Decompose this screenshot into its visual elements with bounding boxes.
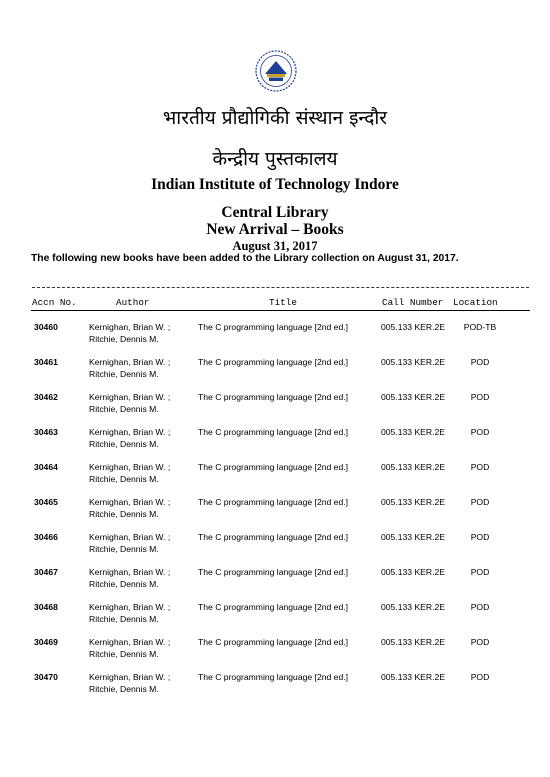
author-line: Kernighan, Brian W. ; [89, 322, 171, 332]
author-line: Kernighan, Brian W. ; [89, 427, 171, 437]
author-line: Ritchie, Dennis M. [89, 369, 159, 379]
book-title: The C programming language [2nd ed.] [198, 602, 349, 612]
institute-logo-icon [255, 50, 297, 92]
accn-number: 30464 [34, 462, 58, 472]
book-title: The C programming language [2nd ed.] [198, 462, 349, 472]
call-number: 005.133 KER.2E [381, 672, 446, 682]
author-line: Kernighan, Brian W. ; [89, 462, 171, 472]
intro-text: The following new books have been added to the Library collection on August 31, 2017. [31, 253, 459, 264]
author-line: Ritchie, Dennis M. [89, 579, 159, 589]
author-line: Ritchie, Dennis M. [89, 649, 159, 659]
table-row [0, 462, 550, 492]
location: POD [470, 497, 490, 507]
table-row [0, 567, 550, 597]
list-title: New Arrival – Books [206, 221, 344, 238]
column-header-accn: Accn No. [32, 297, 77, 308]
book-title: The C programming language [2nd ed.] [198, 567, 349, 577]
call-number: 005.133 KER.2E [381, 357, 446, 367]
table-row [0, 672, 550, 702]
location: POD [470, 602, 490, 612]
column-header-call-number: Call Number [382, 297, 444, 308]
call-number: 005.133 KER.2E [381, 392, 446, 402]
table-row [0, 602, 550, 632]
book-title: The C programming language [2nd ed.] [198, 357, 349, 367]
location: POD [470, 637, 490, 647]
author-line: Kernighan, Brian W. ; [89, 497, 171, 507]
accn-number: 30460 [34, 322, 58, 332]
table-row [0, 322, 550, 352]
location: POD [470, 427, 490, 437]
call-number: 005.133 KER.2E [381, 602, 446, 612]
author-line: Kernighan, Brian W. ; [89, 567, 171, 577]
author-line: Ritchie, Dennis M. [89, 544, 159, 554]
dashed-divider [32, 287, 529, 288]
book-title: The C programming language [2nd ed.] [198, 392, 349, 402]
accn-number: 30461 [34, 357, 58, 367]
location: POD [470, 567, 490, 577]
location: POD [470, 357, 490, 367]
location: POD [470, 392, 490, 402]
book-title: The C programming language [2nd ed.] [198, 427, 349, 437]
list-date: August 31, 2017 [232, 239, 318, 253]
location: POD [470, 672, 490, 682]
book-title: The C programming language [2nd ed.] [198, 672, 349, 682]
library-name: Central Library [221, 204, 329, 221]
institute-logo [255, 50, 297, 92]
book-title: The C programming language [2nd ed.] [198, 497, 349, 507]
author-line: Kernighan, Brian W. ; [89, 392, 171, 402]
accn-number: 30466 [34, 532, 58, 542]
accn-number: 30468 [34, 602, 58, 612]
location: POD-TB [463, 322, 497, 332]
call-number: 005.133 KER.2E [381, 637, 446, 647]
author-line: Kernighan, Brian W. ; [89, 637, 171, 647]
header-rule [31, 310, 530, 311]
table-row [0, 532, 550, 562]
column-header-location: Location [453, 297, 498, 308]
table-row [0, 357, 550, 387]
institute-name: Indian Institute of Technology Indore [151, 176, 399, 193]
accn-number: 30470 [34, 672, 58, 682]
accn-number: 30467 [34, 567, 58, 577]
book-title: The C programming language [2nd ed.] [198, 637, 349, 647]
accn-number: 30463 [34, 427, 58, 437]
author-line: Ritchie, Dennis M. [89, 334, 159, 344]
author-line: Kernighan, Brian W. ; [89, 672, 171, 682]
column-header-title: Title [269, 297, 297, 308]
call-number: 005.133 KER.2E [381, 497, 446, 507]
author-line: Kernighan, Brian W. ; [89, 357, 171, 367]
book-title: The C programming language [2nd ed.] [198, 322, 349, 332]
author-line: Ritchie, Dennis M. [89, 439, 159, 449]
call-number: 005.133 KER.2E [381, 427, 446, 437]
location: POD [470, 462, 490, 472]
author-line: Ritchie, Dennis M. [89, 684, 159, 694]
accn-number: 30462 [34, 392, 58, 402]
author-line: Ritchie, Dennis M. [89, 614, 159, 624]
author-line: Ritchie, Dennis M. [89, 404, 159, 414]
location: POD [470, 532, 490, 542]
call-number: 005.133 KER.2E [381, 567, 446, 577]
call-number: 005.133 KER.2E [381, 532, 446, 542]
call-number: 005.133 KER.2E [381, 462, 446, 472]
accn-number: 30469 [34, 637, 58, 647]
call-number: 005.133 KER.2E [381, 322, 446, 332]
column-header-author: Author [116, 297, 150, 308]
table-row [0, 427, 550, 457]
author-line: Kernighan, Brian W. ; [89, 602, 171, 612]
accn-number: 30465 [34, 497, 58, 507]
author-line: Kernighan, Brian W. ; [89, 532, 171, 542]
table-row [0, 637, 550, 667]
author-line: Ritchie, Dennis M. [89, 509, 159, 519]
author-line: Ritchie, Dennis M. [89, 474, 159, 484]
hindi-institute-name: भारतीय प्रौद्योगिकी संस्थान इन्दौर [162, 107, 388, 129]
book-title: The C programming language [2nd ed.] [198, 532, 349, 542]
table-row [0, 497, 550, 527]
table-row [0, 392, 550, 422]
hindi-library-name: केन्द्रीय पुस्तकालय [212, 148, 338, 170]
